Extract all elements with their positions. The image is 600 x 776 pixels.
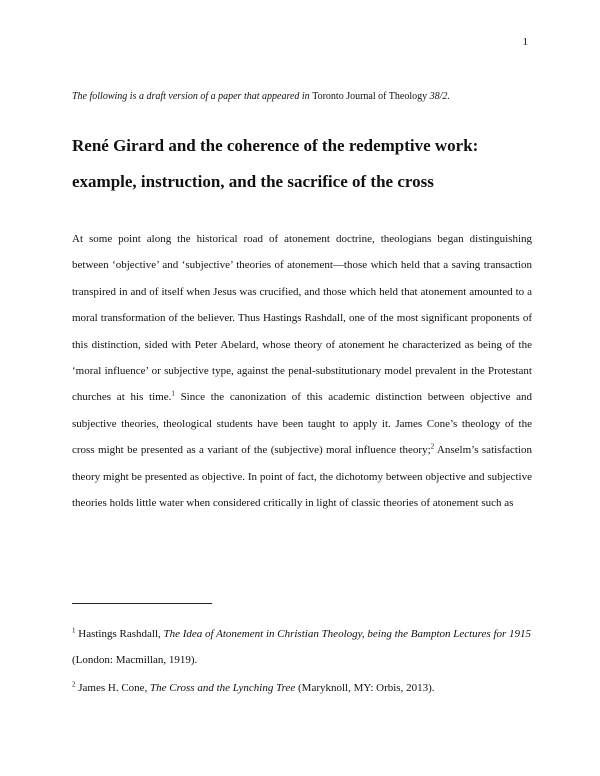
footnote-ref-1[interactable]: 1 [171,389,175,398]
footnote-publication: (Maryknoll, MY: Orbis, 2013). [295,682,435,694]
footnotes [72,621,532,701]
footnote-2 [72,675,532,701]
paper-title: René Girard and the coherence of the redemptive work: example, instruction, and the sacrifice of the cross [72,136,479,191]
footnote-1 [72,621,532,673]
footnote-book-title: The Idea of Atonement in Christian Theology, being the Bampton Lectures for 1915 [163,628,532,640]
draft-note [72,91,450,102]
body-text-part-1: At some point along the historical road of atonement doctrine, theologians began distinguishing between ‘objective’ and ‘subjective’ theories of atonement—those which held that a saving transaction transpired in and of itself when Jesus was crucified, and those which held that atonement amounted to a moral transformation of the believer. Thus Hastings Rashdall, one of the most significant proponents of this distinction, sided with Peter Abelard, whose theory of atonement he characterized as being of the ‘moral influence’ or subjective type, against the penal-substitutionary model prevalent in the Protestant churches at his time. [72,233,532,404]
draft-note-prefix: The following is a draft version of a paper that appeared in [72,91,313,102]
footnote-author: James H. Cone, [75,682,151,694]
body-text-part-3: Anselm’s satisfaction theory might be presented as objective. In point of fact, the dichotomy between objective and subjective theories holds little water when considered critically in light of classic theories of atonement such as [72,444,532,510]
footnote-author: Hastings Rashdall, [75,628,164,640]
footnote-marker: 1 [72,626,76,635]
body-paragraph [72,226,532,516]
footnote-separator [72,603,212,604]
draft-note-issue: 38/2. [427,91,450,102]
footnote-ref-2[interactable]: 2 [430,442,435,451]
footnote-marker: 2 [72,680,76,689]
page-number: 1 [522,36,528,48]
footnote-book-title: The Cross and the Lynching Tree [150,682,296,694]
body-text-part-2: Since the canonization of this academic distinction between objective and subjective theories, theological students have been taught to apply it. James Cone’s theology of the cross might be presented as a variant of the (subjective) moral influence theory; [72,391,532,457]
draft-note-journal: Toronto Journal of Theology [312,91,428,102]
footnote-publication: (London: Macmillan, 1919). [72,654,198,666]
